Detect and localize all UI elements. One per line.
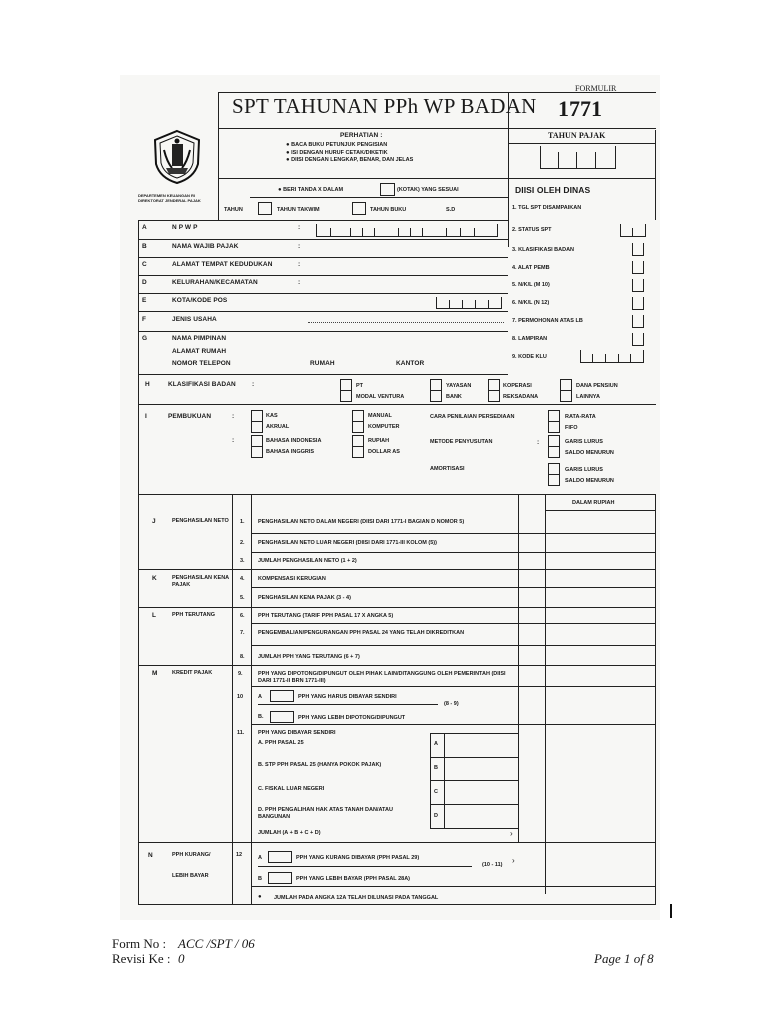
saldo-menurun-checkbox[interactable] [548, 446, 560, 458]
footer-statement: JUMLAH PADA ANGKA 12A TELAH DILUNASI PADA TANGGAL [274, 895, 439, 901]
formulir-number: 1771 [558, 96, 602, 121]
klasifikasi-box[interactable] [632, 243, 644, 256]
lainnya-checkbox[interactable] [560, 390, 572, 402]
lampiran-box[interactable] [632, 333, 644, 346]
section-l-label: PPH TERUTANG [172, 612, 215, 618]
row-e: E KOTA/KODE POS [142, 297, 228, 304]
tahun-takwim-checkbox[interactable] [258, 202, 272, 215]
dinas-item: 2. STATUS SPT [512, 227, 552, 233]
section-j-code: J [152, 518, 156, 525]
row-d: D KELURAHAN/KECAMATAN [142, 279, 258, 286]
line-10b: PPH YANG LEBIH DIPOTONG/DIPUNGUT [298, 715, 406, 721]
ministry-logo-icon [150, 128, 205, 186]
option-fifo: FIFO [565, 425, 578, 431]
section-l-code: L [152, 612, 157, 619]
formula-10: (8 - 9) [444, 701, 459, 707]
line-9: PPH YANG DIPOTONG/DIPUNGUT OLEH PIHAK LAIN/DITANGGUNG OLEH PEMERINTAH (DIISI DARI 1771-II BRN 1771-III) [258, 671, 506, 684]
line-10a-checkbox[interactable] [270, 690, 294, 702]
formula-12: (10 - 11) [482, 862, 503, 868]
kode-klu-box[interactable] [580, 350, 644, 363]
revisi-value: 0 [178, 951, 185, 966]
tahun-pajak-label: TAHUN PAJAK [548, 131, 606, 140]
line-11c: C. FISKAL LUAR NEGERI [258, 786, 325, 792]
line-12b-checkbox[interactable] [268, 872, 292, 884]
section-k-code: K [152, 575, 157, 582]
section-j-label: PENGHASILAN NETO [172, 518, 229, 524]
option-bank: BANK [446, 394, 462, 400]
section-n-label-2: LEBIH BAYAR [172, 873, 209, 879]
dinas-item: 6. N/K/L (N 12) [512, 300, 550, 306]
line-3: JUMLAH PENGHASILAN NETO (1 + 2) [258, 558, 357, 564]
jenis-usaha-field[interactable] [308, 322, 504, 323]
line-12b: PPH YANG LEBIH BAYAR (PPH PASAL 28A) [296, 876, 411, 882]
option-lainnya: LAINNYA [576, 394, 600, 400]
kotak-yang-sesuai: (KOTAK) YANG SESUAI [397, 187, 459, 193]
line-11: PPH YANG DIBAYAR SENDIRI [258, 730, 336, 736]
sd-label: S.D [446, 207, 456, 213]
perhatian-item: DIISI DENGAN LENGKAP, BENAR, DAN JELAS [291, 157, 414, 163]
diisi-oleh-dinas: DIISI OLEH DINAS [515, 185, 591, 195]
row-b: B NAMA WAJIB PAJAK [142, 243, 239, 250]
kantor-label: KANTOR [396, 360, 425, 367]
line-12a-checkbox[interactable] [268, 851, 292, 863]
line-10a: PPH YANG HARUS DIBAYAR SENDIRI [298, 694, 397, 700]
kode-pos-input[interactable] [436, 297, 502, 309]
option-modal-ventura: MODAL VENTURA [356, 394, 405, 400]
page-number: Page 1 of 8 [594, 951, 654, 966]
perhatian-title: PERHATIAN : [340, 132, 383, 139]
option-rupiah: RUPIAH [368, 438, 390, 444]
section-h-code: H [145, 381, 150, 388]
tahun-label: TAHUN [224, 207, 243, 213]
dalam-rupiah-label: DALAM RUPIAH [572, 500, 615, 506]
dinas-item: 8. LAMPIRAN [512, 336, 548, 342]
option-bahasa-indonesia: BAHASA INDONESIA [266, 438, 322, 444]
formulir-label: FORMULIR [575, 84, 617, 93]
fifo-checkbox[interactable] [548, 421, 560, 433]
line-7: PENGEMBALIAN/PENGURANGAN PPH PASAL 24 YANG TELAH DIKREDITKAN [258, 630, 465, 636]
option-yayasan: YAYASAN [446, 383, 472, 389]
tahun-takwim-label: TAHUN TAKWIM [277, 207, 320, 213]
bahasa-inggris-checkbox[interactable] [251, 446, 263, 458]
option-rata-rata: RATA-RATA [565, 414, 596, 420]
jumlah-11: JUMLAH (A + B + C + D) [258, 830, 321, 836]
line-11b: B. STP PPH PASAL 25 (HANYA POKOK PAJAK) [258, 762, 382, 768]
section-h-label: KLASIFIKASI BADAN [168, 381, 236, 388]
alamat-rumah: ALAMAT RUMAH [172, 348, 227, 355]
dinas-item: 3. KLASIFIKASI BADAN [512, 247, 575, 253]
row-f: F JENIS USAHA [142, 316, 217, 323]
dinas-item: 5. N/K/L (M 10) [512, 282, 550, 288]
line-6: PPH TERUTANG (TARIF PPH PASAL 17 X ANGKA 5) [258, 613, 394, 619]
npwp-input[interactable] [316, 224, 498, 237]
option-akrual: AKRUAL [266, 424, 290, 430]
nkl-m10-box[interactable] [632, 279, 644, 292]
perhatian-item: BACA BUKU PETUNJUK PENGISIAN [291, 142, 388, 148]
option-amortisasi-saldo-menurun: SALDO MENURUN [565, 478, 614, 484]
beri-tanda-instruction: ● BERI TANDA X DALAM [278, 187, 344, 193]
form-no-value: ACC /SPT / 06 [178, 936, 255, 951]
dinas-item: 9. KODE KLU [512, 354, 547, 360]
logo-caption: DEPARTEMEN KEUANGAN RI DIREKTORAT JENDERAL PAJAK [138, 193, 201, 203]
alat-pemb-box[interactable] [632, 261, 644, 274]
tahun-buku-checkbox[interactable] [352, 202, 366, 215]
rumah-label: RUMAH [310, 360, 335, 367]
komputer-checkbox[interactable] [352, 421, 364, 433]
nomor-telepon: NOMOR TELEPON [172, 360, 231, 367]
revisi-label: Revisi Ke : [112, 951, 171, 966]
option-amortisasi-garis-lurus: GARIS LURUS [565, 467, 603, 473]
tahun-pajak-input[interactable] [540, 146, 616, 169]
row-g: G NAMA PIMPINAN [142, 335, 227, 342]
perhatian-list: ● BACA BUKU PETUNJUK PENGISIAN ● ISI DENGAN HURUF CETAK/DIKETIK ● DIISI DENGAN LENGKAP, BENAR, DAN JELAS [286, 142, 414, 163]
dinas-item: 4. ALAT PEMB [512, 265, 550, 271]
option-kas: KAS [266, 413, 278, 419]
form-no-label: Form No : [112, 936, 167, 951]
reksadana-checkbox[interactable] [488, 390, 500, 402]
perhatian-item: ISI DENGAN HURUF CETAK/DIKETIK [291, 149, 388, 156]
section-m-code: M [152, 670, 158, 677]
option-saldo-menurun: SALDO MENURUN [565, 450, 614, 456]
amortisasi-label: AMORTISASI [430, 466, 465, 472]
akrual-checkbox[interactable] [251, 421, 263, 433]
line-5: PENGHASILAN KENA PAJAK (3 - 4) [258, 595, 351, 601]
option-dana-pensiun: DANA PENSIUN [576, 383, 618, 389]
sample-checkbox [380, 183, 395, 196]
row-c: C ALAMAT TEMPAT KEDUDUKAN [142, 261, 273, 268]
amortisasi-saldo-menurun-checkbox[interactable] [548, 474, 560, 486]
dollar-checkbox[interactable] [352, 446, 364, 458]
nkl-n12-box[interactable] [632, 297, 644, 310]
line-2: PENGHASILAN NETO LUAR NEGERI (DIISI DARI 1771-III KOLOM (5)) [258, 540, 437, 546]
option-garis-lurus: GARIS LURUS [565, 439, 603, 445]
page: SPT TAHUNAN PPh WP BADAN FORMULIR 1771 TAHUN PAJAK DEPARTEMEN KEUANGAN RI DIREKTORAT JENDERAL PAJAK PERHATIAN : ● BACA BUKU PETUNJUK PENGISIAN ● ISI DENGAN HURUF CETAK/DIKETIK ● DIISI DENGAN LENGKAP, BENAR, DAN JELAS ● BERI TANDA X DALAM (KOTAK) YANG SESUAI DIISI OLEH DINAS TAHUN TAHUN TAKWIM TAHUN BUKU S.D A N P W P B NAMA WAJIB PAJAK C ALAMAT TEMPAT KEDUDUKAN D KELURAHAN/KECAMATAN E KOTA/KODE POS F JENIS USAHA G NAMA PIMPINAN ALAMAT RUMAH NOMOR TELEPON RUMAH KANTOR : : : : 1. TGL SPT DISAMPAIKAN 2. STATUS SPT 3. KLASIFIKASI BADAN 4. ALAT PEMB 5. N/K/L (M 10) 6. N/K/L (N 12) 7. PERMOHONAN ATAS LB 8. LAMPIRAN 9. KODE KLU H KLASIFIKASI BADAN : PT MODAL VENTURA YAYASAN BANK KOPERASI REKSADANA DANA PENSIUN LAINNYA I PEMBUKUAN : KAS AKRUAL MANUAL KOMPUTER CARA PENILAIAN PERSEDIAAN RATA-RATA FIFO : BAHASA INDONESIA BAHASA INGGRIS RUPIAH DOLLAR AS METODE PENYUSUTAN : GARIS LURUS SALDO MENURUN AMORTISASI GARIS LURUS SALDO MENURUN DALAM RUPIAH J PENGHASILAN NETO 1. PENGHASILAN NETO DALAM NEGERI (DIISI DARI 1771-I BAGIAN D NOMOR 5) 2. PENGHASILAN NETO LUAR NEGERI (DIISI DARI 1771-III KOLOM (5)) 3. JUMLAH PENGHASILAN NETO (1 + 2) K PENGHASILAN KENA PAJAK 4. KOMPENSASI KERUGIAN 5. PENGHASILAN KENA PAJAK (3 - 4) L PPH TERUTANG 6. PPH TERUTANG (TARIF PPH PASAL 17 X ANGKA 5) 7. PENGEMBALIAN/PENGURANGAN PPH PASAL 24 YANG TELAH DIKREDITKAN 8. JUMLAH PPH YANG TERUTANG (6 + 7) M KREDIT PAJAK 9. PPH YANG DIPOTONG/DIPUNGUT OLEH PIHAK LAIN/DITANGGUNG OLEH PEMERINTAH (DIISI DARI 1771-II BRN 1771-III) 10 A PPH YANG HARUS DIBAYAR SENDIRI (8 - 9) B. PPH YANG LEBIH DIPOTONG/DIPUNGUT 11. PPH YANG DIBAYAR SENDIRI A. PPH PASAL 25 B. STP PPH PASAL 25 (HANYA POKOK PAJAK) C. FISKAL LUAR NEGERI D. PPH PENGALIHAN HAK ATAS TANAH DAN/ATAU BANGUNAN JUMLAH (A + B + C + D) A B C D › N PPH KURANG/ LEBIH BAYAR 12 A PPH YANG KURANG DIBAYAR (PPH PASAL 29) (10 - 11) › B PPH YANG LEBIH BAYAR (PPH PASAL 28A) ● JUMLAH PADA ANGKA 12A TELAH DILUNASI PADA TANGGAL Form No : ACC /SPT / 06 Revisi Ke : 0 Page 1 of 8 [0, 0, 768, 1024]
modal-ventura-checkbox[interactable] [340, 390, 352, 402]
line-1: PENGHASILAN NETO DALAM NEGERI (DIISI DARI 1771-I BAGIAN D NOMOR 5) [258, 519, 465, 525]
option-komputer: KOMPUTER [368, 424, 400, 430]
option-koperasi: KOPERASI [503, 383, 532, 389]
section-i-code: I [145, 413, 147, 420]
tahun-buku-label: TAHUN BUKU [370, 207, 407, 213]
row-a: A N P W P [142, 224, 198, 231]
line-11a: A. PPH PASAL 25 [258, 740, 304, 746]
line-10b-checkbox[interactable] [270, 711, 294, 723]
bank-checkbox[interactable] [430, 390, 442, 402]
section-k-label: PENGHASILAN KENA PAJAK [172, 575, 229, 588]
option-reksadana: REKSADANA [503, 394, 539, 400]
option-bahasa-inggris: BAHASA INGGRIS [266, 449, 315, 455]
line-12a: PPH YANG KURANG DIBAYAR (PPH PASAL 29) [296, 855, 420, 861]
section-m-label: KREDIT PAJAK [172, 670, 213, 676]
option-manual: MANUAL [368, 413, 392, 419]
dinas-item: 7. PERMOHONAN ATAS LB [512, 318, 583, 324]
metode-penyusutan-label: METODE PENYUSUTAN [430, 439, 493, 445]
section-n-label-1: PPH KURANG/ [172, 852, 211, 858]
option-pt: PT [356, 383, 364, 389]
scan-mark [670, 904, 672, 918]
section-i-label: PEMBUKUAN [168, 413, 212, 420]
dinas-item: 1. TGL SPT DISAMPAIKAN [512, 205, 582, 211]
line-4: KOMPENSASI KERUGIAN [258, 576, 326, 582]
option-dollar: DOLLAR AS [368, 449, 400, 455]
cara-penilaian-label: CARA PENILAIAN PERSEDIAAN [430, 414, 515, 420]
permohonan-box[interactable] [632, 315, 644, 328]
line-8: JUMLAH PPH YANG TERUTANG (6 + 7) [258, 654, 360, 660]
section-n-code: N [148, 852, 153, 859]
line-11d: D. PPH PENGALIHAN HAK ATAS TANAH DAN/ATAU BANGUNAN [258, 807, 393, 820]
form-title: SPT TAHUNAN PPh WP BADAN [232, 94, 537, 118]
status-spt-box[interactable] [620, 224, 646, 237]
